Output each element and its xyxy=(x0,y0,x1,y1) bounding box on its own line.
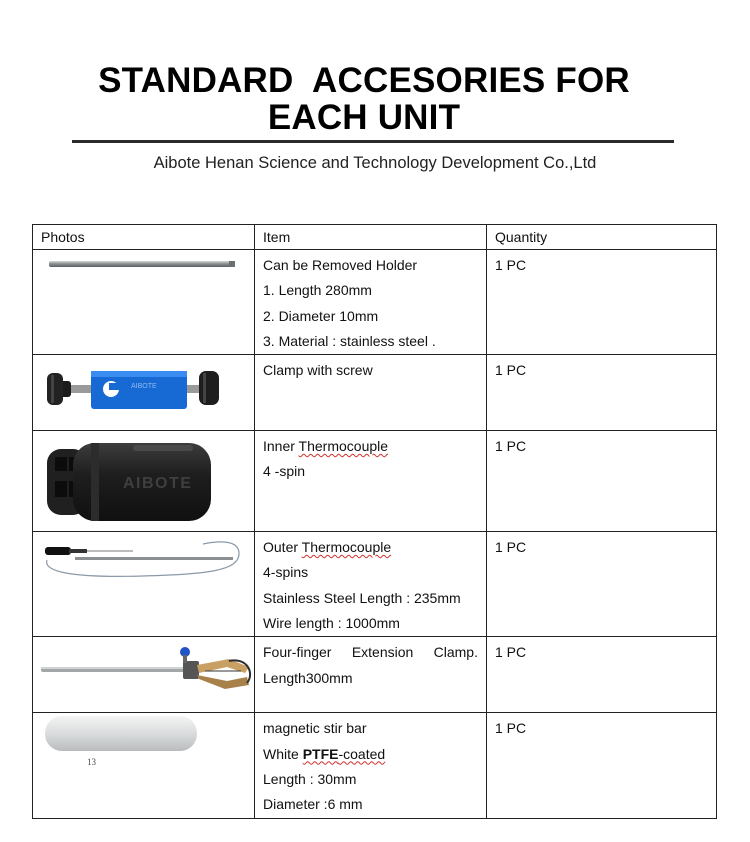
photo-cell xyxy=(33,355,255,431)
quantity-value: 1 PC xyxy=(495,539,527,556)
item-line: Length : 30mm xyxy=(263,770,357,787)
item-cell xyxy=(255,532,487,637)
item-line: magnetic stir bar xyxy=(263,720,367,737)
item-line: Diameter :6 mm xyxy=(263,796,363,813)
table-row xyxy=(33,637,717,713)
photo-cell xyxy=(33,431,255,532)
item-line-word: Thermocouple xyxy=(301,539,392,556)
header-item: Item xyxy=(255,225,487,250)
item-line-prefix: White xyxy=(263,745,303,762)
item-word: Extension xyxy=(351,644,414,661)
table-header-row xyxy=(33,225,717,250)
title-line-1: STANDARD ACCESORIES FOR xyxy=(98,61,630,100)
stir-bar-image xyxy=(33,713,254,813)
table-row xyxy=(33,713,717,818)
item-line: 2. Diameter 10mm xyxy=(263,307,379,324)
quantity-cell xyxy=(487,355,717,431)
item-line: 4-spins xyxy=(263,564,309,581)
item-line: 4 -spin xyxy=(263,463,306,480)
thermocouple-connector-image xyxy=(33,431,254,531)
quantity-value: 1 PC xyxy=(495,644,527,661)
quantity-cell xyxy=(487,532,717,637)
item-line: 1. Length 280mm xyxy=(263,282,372,299)
table-row xyxy=(33,532,717,637)
outer-thermocouple-image xyxy=(33,532,254,632)
title-line-2: EACH UNIT xyxy=(267,98,461,137)
table-row xyxy=(33,355,717,431)
page-title xyxy=(0,62,728,136)
item-line: 3. Material : stainless steel . xyxy=(263,332,436,349)
photo-cell xyxy=(33,250,255,355)
item-cell xyxy=(255,250,487,355)
item-word: Clamp. xyxy=(433,644,478,661)
quantity-cell xyxy=(487,637,717,713)
item-line xyxy=(263,434,478,459)
item-word: Four-finger xyxy=(263,644,332,661)
item-line xyxy=(263,535,478,560)
item-line: Stainless Steel Length : 235mm xyxy=(263,589,461,606)
item-cell xyxy=(255,713,487,818)
item-cell xyxy=(255,637,487,713)
quantity-value: 1 PC xyxy=(495,257,527,273)
photo-cell xyxy=(33,713,255,818)
quantity-value: 1 PC xyxy=(495,438,527,455)
table-row xyxy=(33,431,717,532)
item-line-word: Thermocouple xyxy=(298,438,389,455)
item-line: Wire length : 1000mm xyxy=(263,615,400,632)
quantity-cell xyxy=(487,713,717,818)
item-cell xyxy=(255,431,487,532)
photo-label: 13 xyxy=(87,757,96,768)
header-photos: Photos xyxy=(33,225,255,250)
photo-cell xyxy=(33,532,255,637)
item-line: Length300mm xyxy=(263,669,353,686)
item-line-suffix: -coated xyxy=(338,745,386,762)
item-line-bold: PTFE xyxy=(302,745,339,762)
extension-clamp-image xyxy=(33,637,254,712)
quantity-cell xyxy=(487,250,717,355)
item-cell xyxy=(255,355,487,431)
item-line: Clamp with screw xyxy=(263,362,373,379)
quantity-value: 1 PC xyxy=(495,362,527,379)
blue-clamp-image xyxy=(33,355,254,430)
accessories-table xyxy=(32,224,717,819)
item-line xyxy=(263,640,478,665)
rod-holder-image xyxy=(33,250,254,350)
svg-text:AIBOTE: AIBOTE xyxy=(123,475,193,493)
photo-cell xyxy=(33,637,255,713)
item-line: Can be Removed Holder xyxy=(263,257,418,273)
item-line-prefix: Outer xyxy=(263,539,302,556)
quantity-value: 1 PC xyxy=(495,720,527,737)
table-row xyxy=(33,250,717,355)
company-name: Aibote Henan Science and Technology Development Co.,Ltd xyxy=(153,154,597,172)
title-divider xyxy=(72,140,674,143)
item-line-prefix: Inner xyxy=(263,438,299,455)
header-quantity: Quantity xyxy=(487,225,717,250)
item-line xyxy=(263,742,478,767)
svg-text:AIBOTE: AIBOTE xyxy=(131,383,157,391)
quantity-cell xyxy=(487,431,717,532)
